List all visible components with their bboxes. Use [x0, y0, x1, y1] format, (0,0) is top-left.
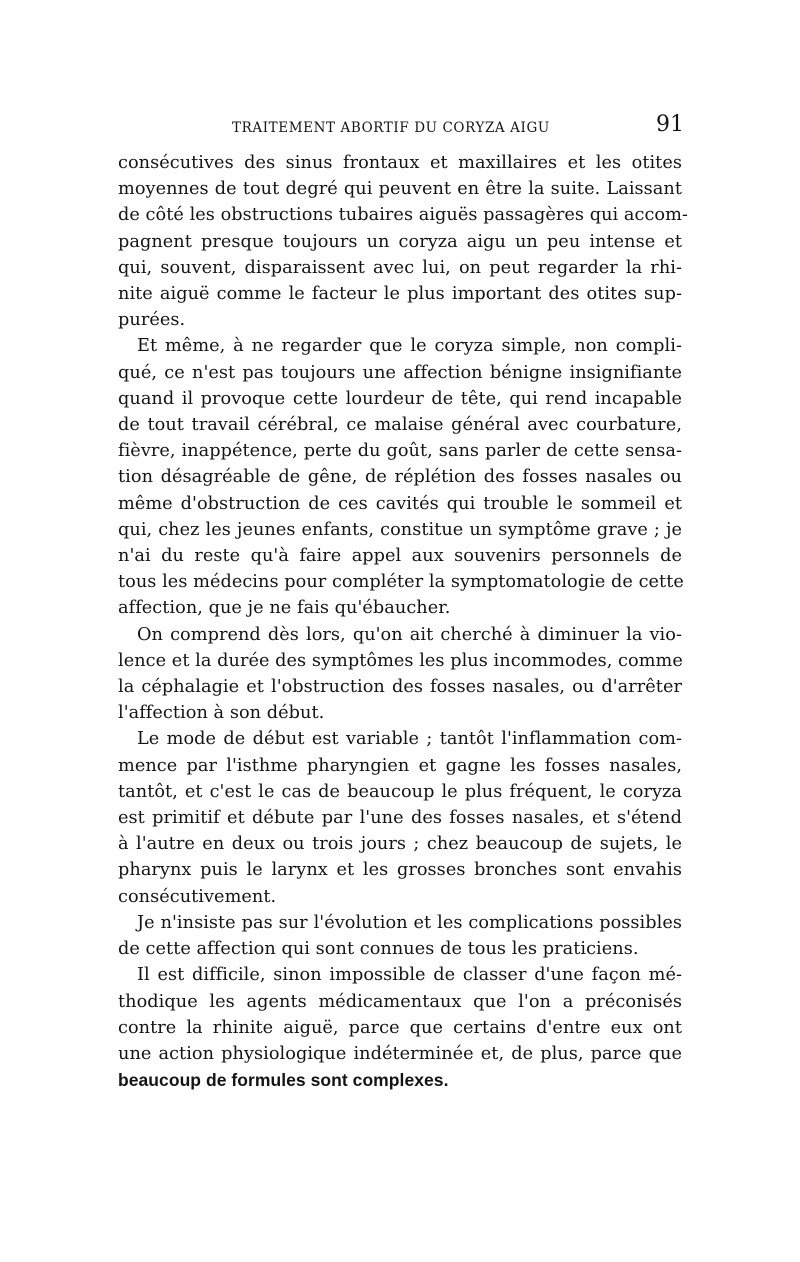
text-line: une action physiologique indéterminée et, de plus, parce que [118, 1043, 682, 1064]
text-line: consécutives des sinus frontaux et maxillaires et les otites [118, 153, 682, 173]
text-line: quand il provoque cette lourdeur de tête, qui rend incapable [118, 388, 682, 409]
text-line: de cette affection qui sont connues de tous les praticiens. [118, 939, 639, 960]
text-line: On comprend dès lors, qu'on ait cherché à diminuer la vio- [137, 624, 682, 645]
text-line: qué, ce n'est pas toujours une affection bénigne insignifiante [118, 362, 682, 383]
text-line: moyennes de tout degré qui peuvent en être la suite. Laissant [118, 179, 682, 200]
text-line: contre la rhinite aiguë, parce que certains d'entre eux ont [118, 1017, 682, 1038]
paragraph-5 [118, 910, 682, 962]
paragraph-3 [118, 622, 682, 727]
text-line: Et même, à ne regarder que le coryza simple, non compli- [137, 336, 682, 357]
text-line: beaucoup de formules sont complexes. [118, 1070, 449, 1091]
running-head [118, 110, 684, 140]
text-line: de côté les obstructions tubaires aiguës passagères qui accom- [118, 205, 688, 226]
text-line: qui, souvent, disparaissent avec lui, on peut regarder la rhi- [118, 257, 682, 278]
text-line: est primitif et débute par l'une des fosses nasales, et s'étend [118, 808, 682, 829]
text-line: Il est difficile, sinon impossible de classer d'une façon mé- [137, 965, 682, 986]
text-line: n'ai du reste qu'à faire appel aux souvenirs personnels de [118, 546, 682, 567]
text-line: à l'autre en deux ou trois jours ; chez beaucoup de sujets, le [118, 834, 682, 855]
text-line: thodique les agents médicamentaux que l'on a préconisés [118, 991, 682, 1012]
text-line: qui, chez les jeunes enfants, constitue un symptôme grave ; je [118, 519, 682, 540]
text-line: même d'obstruction de ces cavités qui trouble le sommeil et [118, 493, 682, 514]
text-line: Je n'insiste pas sur l'évolution et les complications possibles [137, 912, 682, 933]
paragraph-4 [118, 726, 682, 909]
text-line: la céphalagie et l'obstruction des fosses nasales, ou d'arrêter [118, 677, 682, 698]
text-line: pharynx puis le larynx et les grosses bronches sont envahis [118, 860, 682, 881]
text-line: tous les médecins pour compléter la symptomatologie de cette [118, 572, 684, 593]
paragraph-6 [118, 962, 682, 1093]
text-line: affection, que je ne fais qu'ébaucher. [118, 598, 451, 619]
paragraph-1 [118, 150, 688, 333]
paragraph-2 [118, 333, 682, 621]
body-text [118, 150, 688, 1093]
text-line: purées. [118, 310, 186, 331]
text-line: de tout travail cérébral, ce malaise général avec courbature, [118, 415, 682, 436]
text-line: pagnent presque toujours un coryza aigu un peu intense et [118, 231, 682, 252]
text-line: l'affection à son début. [118, 703, 325, 724]
text-line: tion désagréable de gêne, de réplétion des fosses nasales ou [118, 467, 682, 488]
text-line: consécutivement. [118, 886, 277, 907]
text-line: nite aiguë comme le facteur le plus important des otites sup- [118, 284, 682, 305]
text-line: lence et la durée des symptômes les plus incommodes, comme [118, 650, 683, 671]
text-line: Le mode de début est variable ; tantôt l'inflammation com- [137, 729, 682, 750]
page-number: 91 [656, 112, 684, 137]
text-line: tantôt, et c'est le cas de beaucoup le plus fréquent, le coryza [118, 781, 682, 802]
text-line: mence par l'isthme pharyngien et gagne les fosses nasales, [118, 755, 682, 776]
running-title: TRAITEMENT ABORTIF DU CORYZA AIGU [232, 120, 550, 136]
text-line: fièvre, inappétence, perte du goût, sans parler de cette sensa- [118, 441, 682, 462]
